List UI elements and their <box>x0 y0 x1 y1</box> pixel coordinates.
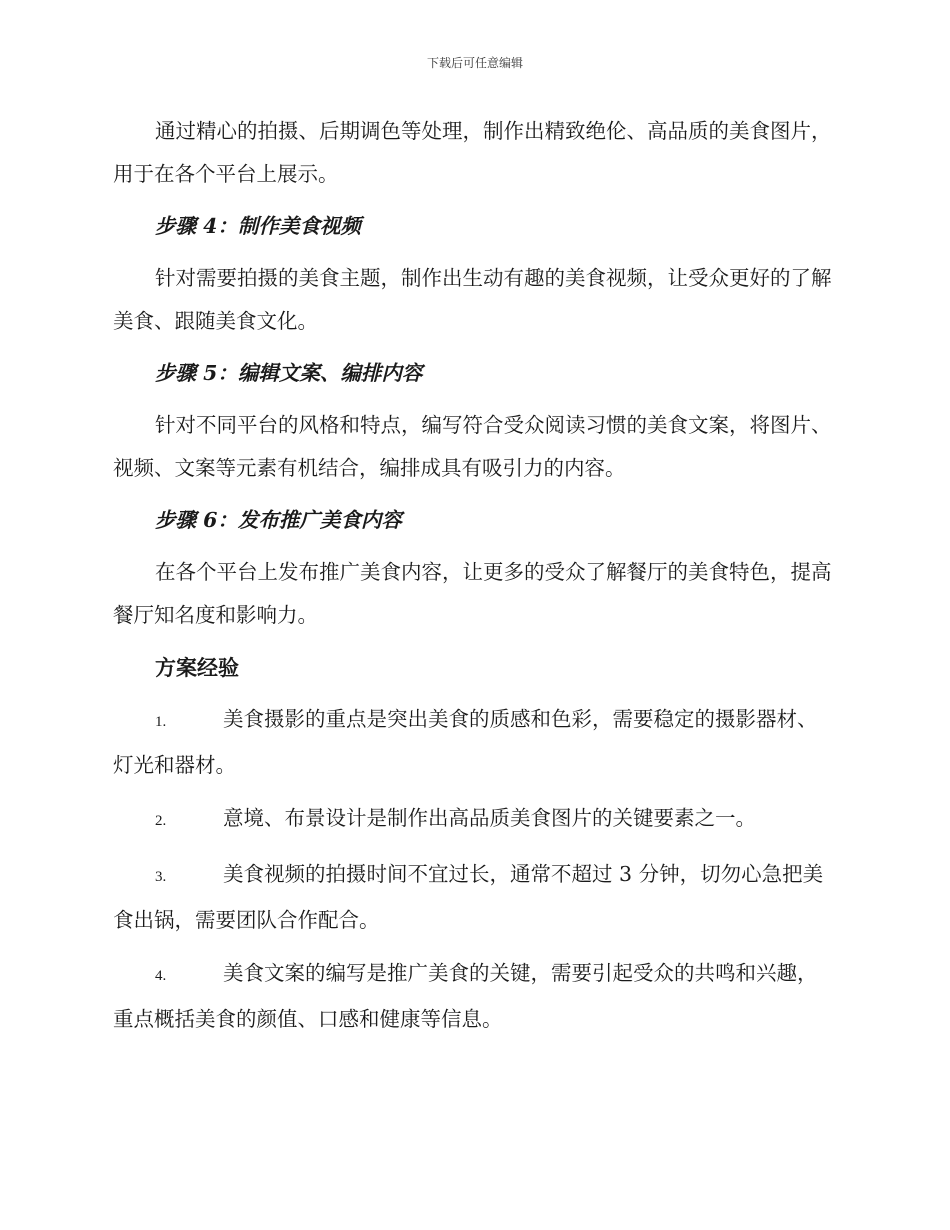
list-number: 3. <box>155 869 167 885</box>
step-4-body: 针对需要拍摄的美食主题，制作出生动有趣的美食视频，让受众更好的了解美食、跟随美食文化。 <box>113 266 832 333</box>
step-5-body: 针对不同平台的风格和特点，编写符合受众阅读习惯的美食文案，将图片、视频、文案等元素有机结合，编排成具有吸引力的内容。 <box>113 413 832 480</box>
list-number: 2. <box>155 813 167 829</box>
experience-heading: 方案经验 <box>155 655 239 680</box>
page-header: 下载后可任意编辑 <box>426 56 523 70</box>
step-5-heading: 步骤 5：编辑文案、编排内容 <box>155 361 423 385</box>
list-item-text: 意境、布景设计是制作出高品质美食图片的关键要素之一。 <box>223 806 756 830</box>
document-body <box>113 110 833 1041</box>
step-6-heading: 步骤 6：发布推广美食内容 <box>155 508 402 532</box>
experience-item-3 <box>113 853 833 942</box>
step-6-body: 在各个平台上发布推广美食内容，让更多的受众了解餐厅的美食特色，提高餐厅知名度和影响力。 <box>113 560 832 627</box>
experience-item-1 <box>113 698 833 787</box>
experience-item-2 <box>113 797 833 843</box>
list-number: 4. <box>155 968 167 984</box>
list-item-text: 美食文案的编写是推广美食的关键，需要引起受众的共鸣和兴趣，重点概括美食的颜值、口感和健康等信息。 <box>113 961 818 1031</box>
step-4-heading: 步骤 4：制作美食视频 <box>155 214 361 238</box>
intro-paragraph: 通过精心的拍摄、后期调色等处理，制作出精致绝伦、高品质的美食图片，用于在各个平台上展示。 <box>113 119 832 186</box>
list-number: 1. <box>155 714 167 730</box>
experience-item-4 <box>113 952 833 1041</box>
list-item-text: 美食摄影的重点是突出美食的质感和色彩，需要稳定的摄影器材、灯光和器材。 <box>113 707 818 777</box>
list-item-text: 美食视频的拍摄时间不宜过长，通常不超过 3 分钟，切勿心急把美食出锅，需要团队合作配合。 <box>113 862 824 932</box>
